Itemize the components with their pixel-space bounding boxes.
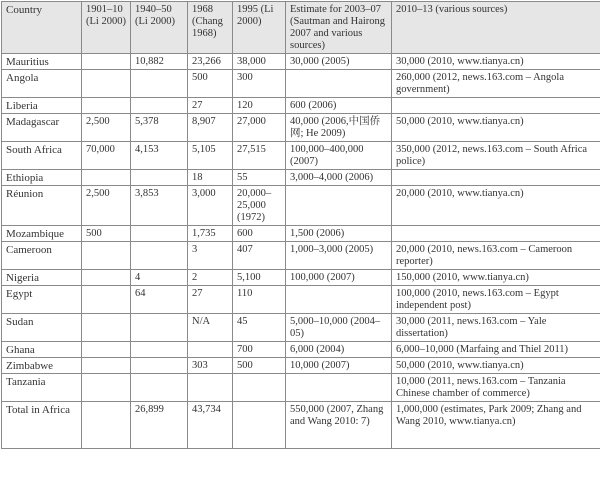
cell-country: Zimbabwe (2, 358, 82, 374)
cell-2010-13: 1,000,000 (estimates, Park 2009; Zhang and Wang 2010, www.tianya.cn) (392, 402, 600, 449)
table-row (2, 170, 600, 186)
cell-1968: 23,266 (188, 54, 233, 70)
table-row (2, 114, 600, 142)
cell-1968: 3 (188, 242, 233, 270)
cell-2010-13: 150,000 (2010, www.tianya.cn) (392, 270, 600, 286)
cell-1995 (233, 374, 286, 402)
header-1995: 1995 (Li 2000) (233, 2, 286, 54)
cell-1968: 500 (188, 70, 233, 98)
cell-country: Egypt (2, 286, 82, 314)
table-row (2, 70, 600, 98)
cell-1940-50 (131, 314, 188, 342)
cell-1968: 18 (188, 170, 233, 186)
cell-country: Tanzania (2, 374, 82, 402)
cell-1901-10 (82, 358, 131, 374)
cell-estimate-2003-07 (286, 70, 392, 98)
header-row (2, 2, 600, 54)
cell-1968: 27 (188, 98, 233, 114)
cell-1995: 27,000 (233, 114, 286, 142)
cell-estimate-2003-07: 1,500 (2006) (286, 226, 392, 242)
cell-2010-13: 350,000 (2012, news.163.com – South Africa police) (392, 142, 600, 170)
table-row (2, 286, 600, 314)
cell-country: Ghana (2, 342, 82, 358)
cell-1901-10: 2,500 (82, 186, 131, 226)
cell-1940-50: 10,882 (131, 54, 188, 70)
cell-1901-10: 2,500 (82, 114, 131, 142)
cell-country: Angola (2, 70, 82, 98)
cell-2010-13: 30,000 (2011, news.163.com – Yale dissertation) (392, 314, 600, 342)
table-row (2, 186, 600, 226)
cell-1995: 5,100 (233, 270, 286, 286)
cell-estimate-2003-07: 600 (2006) (286, 98, 392, 114)
header-country: Country (2, 2, 82, 54)
cell-1968 (188, 342, 233, 358)
cell-1995: 600 (233, 226, 286, 242)
cell-1940-50 (131, 242, 188, 270)
cell-country: South Africa (2, 142, 82, 170)
cell-2010-13: 6,000–10,000 (Marfaing and Thiel 2011) (392, 342, 600, 358)
cell-estimate-2003-07: 40,000 (2006,中国侨网; He 2009) (286, 114, 392, 142)
cell-country: Réunion (2, 186, 82, 226)
cell-1940-50 (131, 342, 188, 358)
cell-1940-50 (131, 98, 188, 114)
cell-1940-50: 3,853 (131, 186, 188, 226)
cell-1940-50 (131, 70, 188, 98)
cell-estimate-2003-07: 550,000 (2007, Zhang and Wang 2010: 7) (286, 402, 392, 449)
cell-country: Madagascar (2, 114, 82, 142)
cell-country: Ethiopia (2, 170, 82, 186)
cell-1968: 27 (188, 286, 233, 314)
cell-1901-10: 70,000 (82, 142, 131, 170)
header-1940-50: 1940–50 (Li 2000) (131, 2, 188, 54)
cell-1995: 110 (233, 286, 286, 314)
cell-2010-13: 50,000 (2010, www.tianya.cn) (392, 114, 600, 142)
header-1968: 1968 (Chang 1968) (188, 2, 233, 54)
cell-1901-10 (82, 54, 131, 70)
cell-1995: 300 (233, 70, 286, 98)
cell-1940-50 (131, 358, 188, 374)
cell-country: Liberia (2, 98, 82, 114)
header-estimate-2003-07: Estimate for 2003–07 (Sautman and Hairong 2007 and various sources) (286, 2, 392, 54)
cell-1995: 407 (233, 242, 286, 270)
table-row (2, 242, 600, 270)
table-row (2, 270, 600, 286)
cell-1901-10 (82, 242, 131, 270)
cell-1940-50 (131, 374, 188, 402)
cell-1995: 38,000 (233, 54, 286, 70)
cell-estimate-2003-07: 30,000 (2005) (286, 54, 392, 70)
cell-1940-50 (131, 226, 188, 242)
cell-estimate-2003-07: 100,000–400,000 (2007) (286, 142, 392, 170)
cell-country: Cameroon (2, 242, 82, 270)
header-2010-13: 2010–13 (various sources) (392, 2, 600, 54)
cell-1901-10 (82, 286, 131, 314)
table-row (2, 374, 600, 402)
cell-2010-13 (392, 98, 600, 114)
cell-1940-50: 64 (131, 286, 188, 314)
cell-estimate-2003-07: 5,000–10,000 (2004–05) (286, 314, 392, 342)
cell-2010-13 (392, 170, 600, 186)
table-row (2, 342, 600, 358)
cell-country: Nigeria (2, 270, 82, 286)
cell-1940-50: 4 (131, 270, 188, 286)
cell-1995: 700 (233, 342, 286, 358)
cell-country: Sudan (2, 314, 82, 342)
table-row (2, 358, 600, 374)
table-row (2, 314, 600, 342)
cell-1940-50 (131, 170, 188, 186)
cell-1968: 2 (188, 270, 233, 286)
table-row (2, 98, 600, 114)
cell-1940-50: 4,153 (131, 142, 188, 170)
cell-2010-13 (392, 226, 600, 242)
cell-1995: 27,515 (233, 142, 286, 170)
cell-1968: 3,000 (188, 186, 233, 226)
cell-1901-10 (82, 270, 131, 286)
table-header (2, 2, 600, 54)
cell-1940-50: 5,378 (131, 114, 188, 142)
cell-estimate-2003-07 (286, 286, 392, 314)
table-body (2, 54, 600, 449)
cell-2010-13: 20,000 (2010, news.163.com – Cameroon reporter) (392, 242, 600, 270)
cell-1901-10 (82, 374, 131, 402)
cell-1968: N/A (188, 314, 233, 342)
header-1901-10: 1901–10 (Li 2000) (82, 2, 131, 54)
cell-estimate-2003-07: 100,000 (2007) (286, 270, 392, 286)
cell-1968 (188, 374, 233, 402)
table-row (2, 226, 600, 242)
cell-estimate-2003-07 (286, 186, 392, 226)
cell-1901-10 (82, 402, 131, 449)
cell-2010-13: 30,000 (2010, www.tianya.cn) (392, 54, 600, 70)
cell-country: Mauritius (2, 54, 82, 70)
cell-2010-13: 260,000 (2012, news.163.com – Angola government) (392, 70, 600, 98)
cell-1995: 55 (233, 170, 286, 186)
cell-1901-10 (82, 98, 131, 114)
cell-1995: 20,000–25,000 (1972) (233, 186, 286, 226)
cell-estimate-2003-07: 6,000 (2004) (286, 342, 392, 358)
cell-1968: 5,105 (188, 142, 233, 170)
table-row (2, 142, 600, 170)
cell-2010-13: 100,000 (2010, news.163.com – Egypt independent post) (392, 286, 600, 314)
cell-1901-10 (82, 170, 131, 186)
cell-estimate-2003-07 (286, 374, 392, 402)
cell-1901-10: 500 (82, 226, 131, 242)
cell-1995: 45 (233, 314, 286, 342)
cell-estimate-2003-07: 3,000–4,000 (2006) (286, 170, 392, 186)
cell-estimate-2003-07: 1,000–3,000 (2005) (286, 242, 392, 270)
cell-1968: 8,907 (188, 114, 233, 142)
cell-2010-13: 10,000 (2011, news.163.com – Tanzania Chinese chamber of commerce) (392, 374, 600, 402)
table-row (2, 54, 600, 70)
cell-1968: 1,735 (188, 226, 233, 242)
cell-1995: 120 (233, 98, 286, 114)
cell-1995: 500 (233, 358, 286, 374)
cell-country: Mozambique (2, 226, 82, 242)
cell-1901-10 (82, 314, 131, 342)
cell-1940-50: 26,899 (131, 402, 188, 449)
table-row-total (2, 402, 600, 449)
cell-1901-10 (82, 70, 131, 98)
cell-estimate-2003-07: 10,000 (2007) (286, 358, 392, 374)
cell-1968: 303 (188, 358, 233, 374)
cell-1995 (233, 402, 286, 449)
cell-1968: 43,734 (188, 402, 233, 449)
cell-country: Total in Africa (2, 402, 82, 449)
cell-1901-10 (82, 342, 131, 358)
cell-2010-13: 20,000 (2010, www.tianya.cn) (392, 186, 600, 226)
cell-2010-13: 50,000 (2010, www.tianya.cn) (392, 358, 600, 374)
chinese-population-in-africa-table (1, 1, 600, 449)
